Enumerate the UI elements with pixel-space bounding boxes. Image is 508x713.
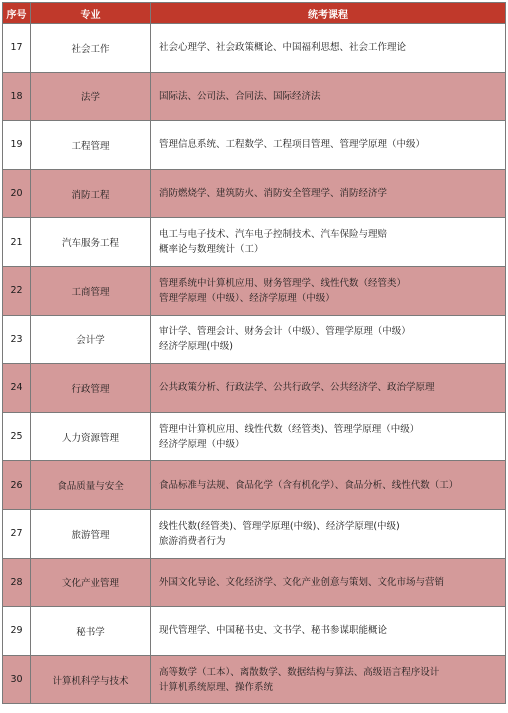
course-line: 管理信息系统、工程数学、工程项目管理、管理学原理（中级） (159, 139, 426, 151)
row-major: 消防工程 (31, 169, 151, 218)
table-row (3, 266, 506, 315)
course-table (2, 2, 506, 704)
row-major: 旅游管理 (31, 509, 151, 558)
course-line: 电工与电子技术、汽车电子控制技术、汽车保险与理赔 (159, 229, 388, 241)
row-major: 工程管理 (31, 121, 151, 170)
table-row (3, 218, 506, 267)
course-line: 管理学原理（中级）、经济学原理（中级） (159, 292, 335, 304)
table-body (3, 24, 506, 704)
table-row (3, 315, 506, 364)
header-no: 序号 (3, 3, 31, 24)
header-major: 专业 (31, 3, 151, 24)
row-courses (151, 509, 506, 558)
course-line: 外国文化导论、文化经济学、文化产业创意与策划、文化市场与营销 (159, 576, 445, 588)
course-line: 概率论与数理统计（工） (159, 244, 264, 256)
course-line: 社会心理学、社会政策概论、中国福利思想、社会工作理论 (159, 42, 407, 54)
course-line: 管理系统中计算机应用、财务管理学、线性代数（经管类） (159, 277, 407, 289)
table-row (3, 72, 506, 121)
row-courses (151, 218, 506, 267)
row-courses (151, 558, 506, 607)
row-major: 会计学 (31, 315, 151, 364)
table-row (3, 169, 506, 218)
table-row (3, 412, 506, 461)
row-no: 23 (3, 315, 31, 364)
row-no: 29 (3, 607, 31, 656)
table-row (3, 364, 506, 413)
row-no: 26 (3, 461, 31, 510)
course-line: 审计学、管理会计、财务会计（中级）、管理学原理（中级） (159, 326, 411, 338)
course-line: 食品标准与法规、食品化学（含有机化学）、食品分析、线性代数（工） (159, 479, 459, 491)
course-table-container (2, 2, 505, 704)
table-row (3, 121, 506, 170)
row-no: 18 (3, 72, 31, 121)
row-no: 22 (3, 266, 31, 315)
course-line: 线性代数(经管类)、管理学原理(中级)、经济学原理(中级) (159, 520, 400, 532)
table-row (3, 461, 506, 510)
row-no: 25 (3, 412, 31, 461)
row-major: 人力资源管理 (31, 412, 151, 461)
course-line: 现代管理学、中国秘书史、文书学、秘书参谋职能概论 (159, 625, 388, 637)
course-line: 公共政策分析、行政法学、公共行政学、公共经济学、政治学原理 (159, 382, 435, 394)
header-courses: 统考课程 (151, 3, 506, 24)
row-no: 21 (3, 218, 31, 267)
row-courses (151, 266, 506, 315)
row-courses (151, 607, 506, 656)
row-major: 社会工作 (31, 24, 151, 73)
row-no: 27 (3, 509, 31, 558)
row-major: 文化产业管理 (31, 558, 151, 607)
row-no: 28 (3, 558, 31, 607)
row-no: 30 (3, 655, 31, 704)
row-courses (151, 364, 506, 413)
row-courses (151, 169, 506, 218)
course-line: 计算机系统原理、操作系统 (159, 681, 274, 693)
row-no: 17 (3, 24, 31, 73)
course-line: 高等数学（工本）、离散数学、数据结构与算法、高级语言程序设计 (159, 666, 440, 678)
row-courses (151, 121, 506, 170)
table-header-row (3, 3, 506, 24)
row-courses (151, 315, 506, 364)
course-line: 旅游消费者行为 (159, 535, 226, 547)
row-courses (151, 655, 506, 704)
row-major: 法学 (31, 72, 151, 121)
course-line: 国际法、公司法、合同法、国际经济法 (159, 90, 321, 102)
row-major: 秘书学 (31, 607, 151, 656)
course-line: 管理中计算机应用、线性代数（经管类)、管理学原理（中级） (159, 423, 420, 435)
row-major: 工商管理 (31, 266, 151, 315)
table-row (3, 509, 506, 558)
course-line: 经济学原理（中级） (159, 438, 245, 450)
row-major: 行政管理 (31, 364, 151, 413)
row-courses (151, 24, 506, 73)
table-row (3, 655, 506, 704)
row-no: 19 (3, 121, 31, 170)
course-line: 经济学原理(中级) (159, 341, 233, 353)
table-row (3, 558, 506, 607)
row-courses (151, 72, 506, 121)
row-no: 20 (3, 169, 31, 218)
row-no: 24 (3, 364, 31, 413)
table-row (3, 607, 506, 656)
row-major: 汽车服务工程 (31, 218, 151, 267)
row-courses (151, 412, 506, 461)
course-line: 消防燃烧学、建筑防火、消防安全管理学、消防经济学 (159, 188, 388, 200)
row-courses (151, 461, 506, 510)
row-major: 食品质量与安全 (31, 461, 151, 510)
row-major: 计算机科学与技术 (31, 655, 151, 704)
table-row (3, 24, 506, 73)
